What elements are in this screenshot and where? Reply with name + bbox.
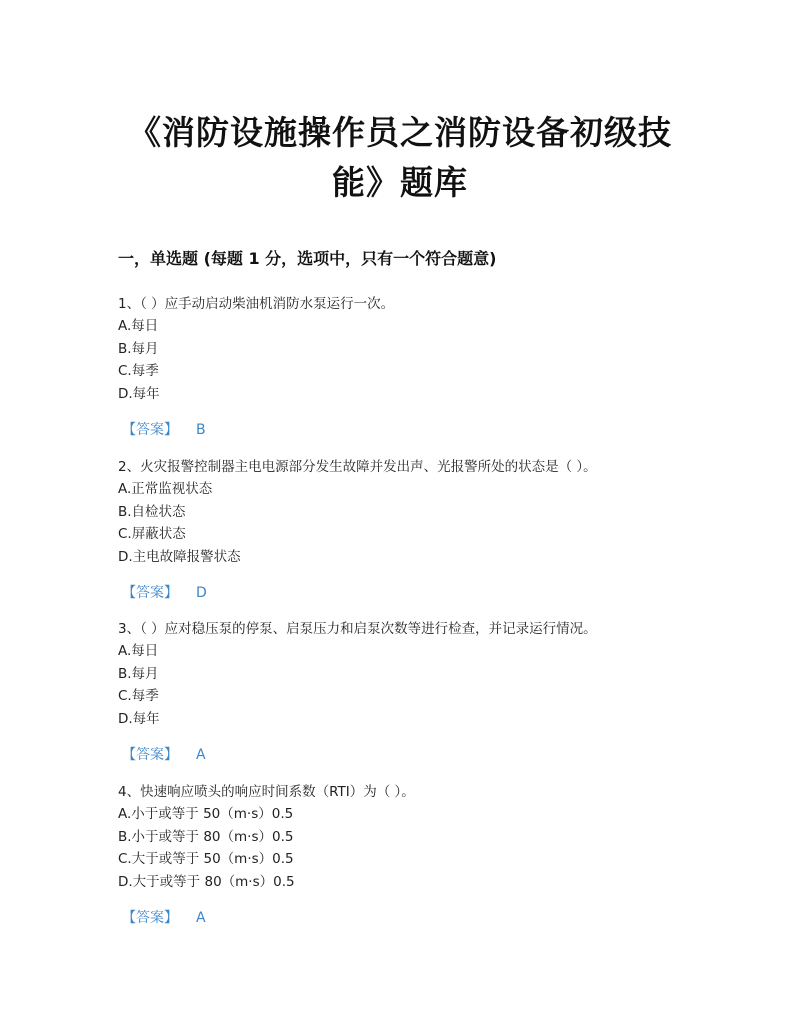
option-a: A.每日: [118, 318, 159, 334]
answer-label: 【答案】: [122, 910, 178, 926]
option-d: D.大于或等于 80（m·s）0.5: [118, 873, 295, 890]
section-heading: 一，单选题 (每题 1 分，选项中，只有一个符合题意): [118, 249, 497, 268]
answer-value: A: [196, 910, 206, 926]
answer-row: [118, 582, 718, 604]
document-title-line-2: 能》题库: [332, 163, 468, 202]
question-stem: 4、快速响应喷头的响应时间系数（RTI）为（ ）。: [118, 784, 415, 800]
question-4: [118, 781, 718, 929]
question-3: [118, 618, 718, 766]
answer-label: 【答案】: [122, 422, 178, 438]
question-stem: 2、火灾报警控制器主电电源部分发生故障并发出声、光报警所处的状态是（ ）。: [118, 459, 597, 475]
question-1: [118, 293, 718, 441]
option-c: C.大于或等于 50（m·s）0.5: [118, 851, 294, 867]
option-b: B.每月: [118, 340, 159, 357]
answer-value: D: [196, 585, 207, 601]
option-d: D.主电故障报警状态: [118, 548, 241, 565]
question-2: [118, 456, 718, 604]
option-b: B.小于或等于 80（m·s）0.5: [118, 828, 294, 845]
option-d: D.每年: [118, 385, 160, 402]
option-a: A.正常监视状态: [118, 481, 213, 497]
document-title-line-1: 《消防设施操作员之消防设备初级技: [128, 113, 672, 152]
answer-label: 【答案】: [122, 747, 178, 763]
option-c: C.每季: [118, 688, 159, 704]
option-d: D.每年: [118, 710, 160, 727]
question-stem: 3、（ ）应对稳压泵的停泵、启泵压力和启泵次数等进行检查，并记录运行情况。: [118, 621, 597, 637]
option-b: B.每月: [118, 665, 159, 682]
answer-row: [118, 744, 718, 766]
answer-label: 【答案】: [122, 585, 178, 601]
question-stem: 1、（ ）应手动启动柴油机消防水泵运行一次。: [118, 296, 395, 312]
option-a: A.每日: [118, 643, 159, 659]
document-title: [110, 108, 690, 208]
option-c: C.每季: [118, 363, 159, 379]
option-a: A.小于或等于 50（m·s）0.5: [118, 806, 294, 822]
answer-row: [118, 419, 718, 441]
answer-value: B: [196, 422, 206, 438]
option-b: B.自检状态: [118, 503, 186, 520]
answer-value: A: [196, 747, 206, 763]
option-c: C.屏蔽状态: [118, 526, 186, 542]
answer-row: [118, 907, 718, 929]
